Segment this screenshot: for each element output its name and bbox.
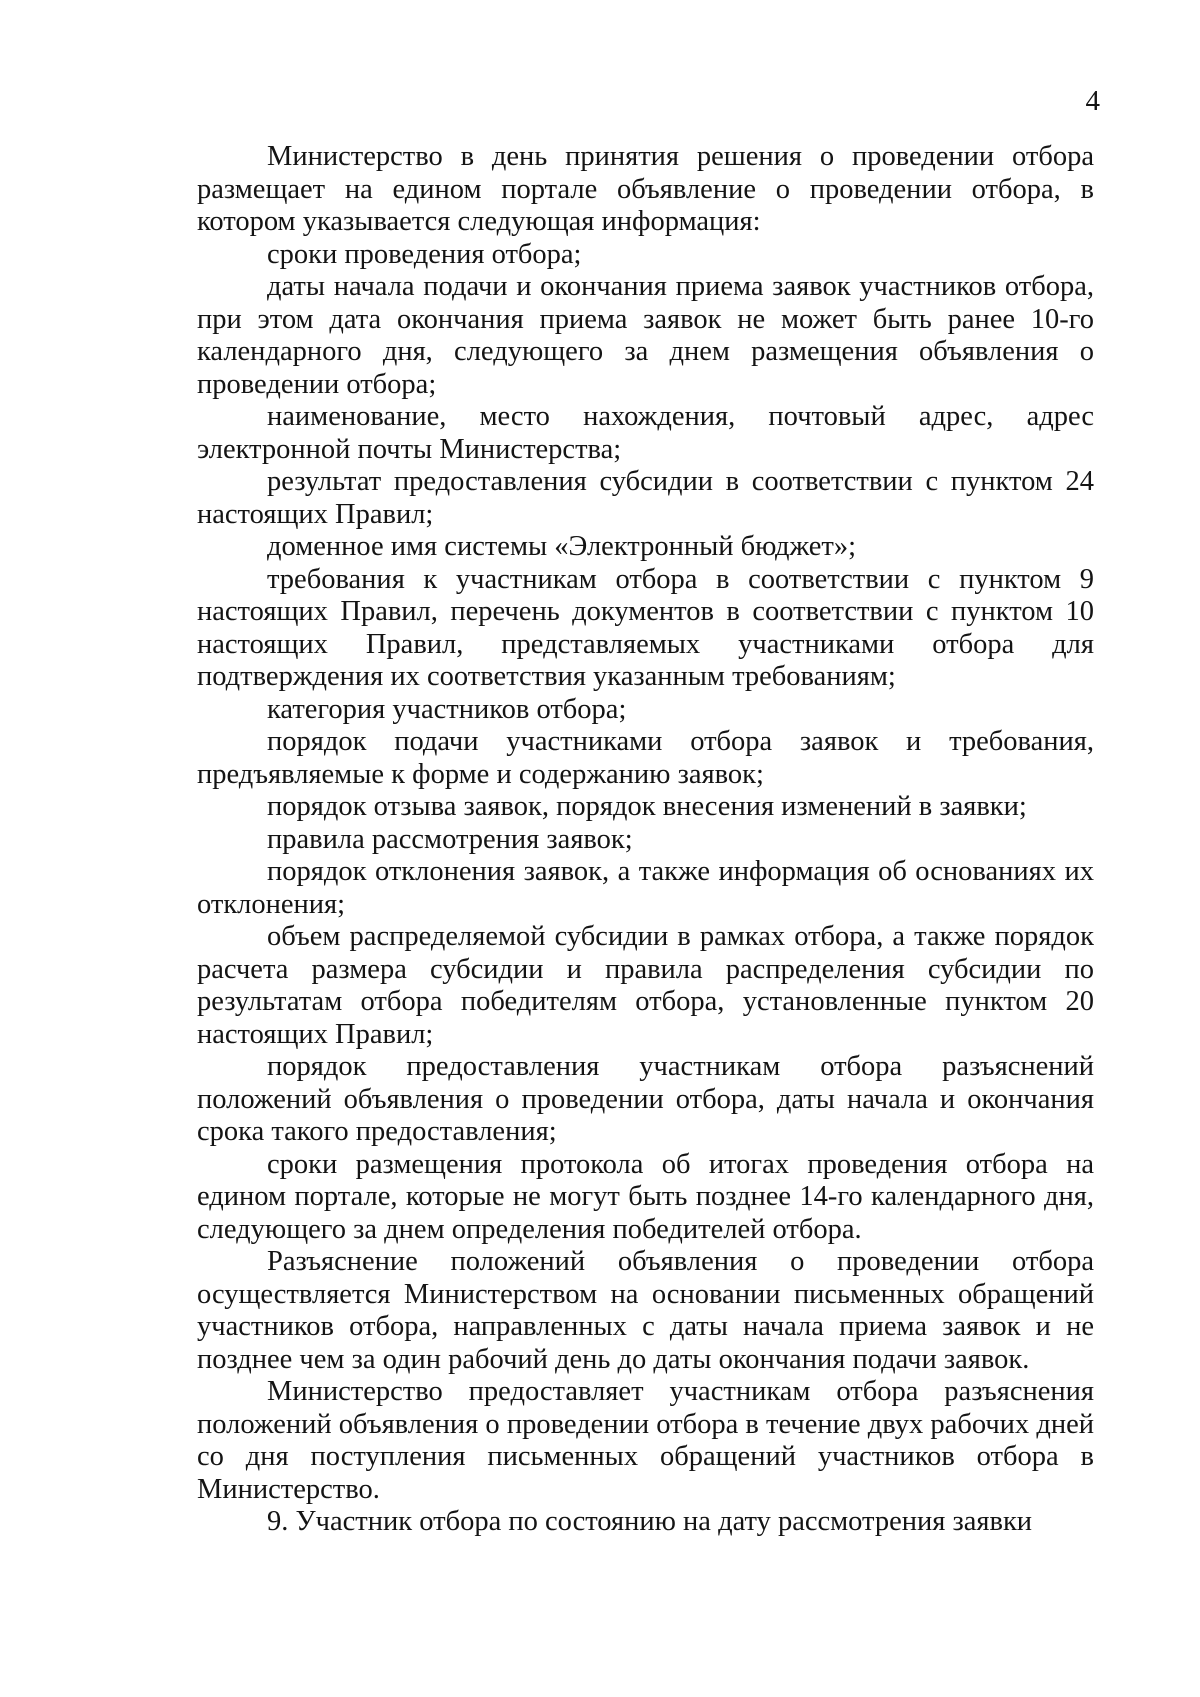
paragraph: порядок отклонения заявок, а также информация об основаниях их отклонения; [197,856,1094,920]
paragraph: категория участников отбора; [267,693,627,725]
paragraph: доменное имя системы «Электронный бюджет»; [267,531,857,562]
paragraph: Министерство предоставляет участникам отбора разъяснения положений объявления о проведении отбора в течение двух рабочих дней со дня поступления письменных обращений участников отбора в Министерство. [197,1376,1094,1505]
page-number: 4 [1085,85,1100,117]
paragraph: Министерство в день принятия решения о проведении отбора размещает на едином портале объявление о проведении отбора, в котором указывается следующая информация: [197,141,1094,237]
paragraph: правила рассмотрения заявок; [267,823,633,855]
paragraph: требования к участникам отбора в соответствии с пунктом 9 настоящих Правил, перечень документов в соответствии с пунктом 10 настоящих Правил, представляемых участниками отбора для подтверждения их соответствия указанным требованиям; [197,563,1094,692]
paragraph: результат предоставления субсидии в соответствии с пунктом 24 настоящих Правил; [197,466,1094,530]
paragraph: 9. Участник отбора по состоянию на дату рассмотрения заявки [267,1506,1033,1537]
paragraph: объем распределяемой субсидии в рамках отбора, а также порядок расчета размера субсидии и правила распределения субсидии по результатам отбора победителям отбора, установленные пунктом 20 настоящих Правил; [197,921,1094,1050]
paragraph: порядок отзыва заявок, порядок внесения изменений в заявки; [267,791,1027,822]
paragraph: порядок подачи участниками отбора заявок и требования, предъявляемые к форме и содержанию заявок; [197,726,1094,790]
paragraph: наименование, место нахождения, почтовый адрес, адрес электронной почты Министерства; [197,401,1094,465]
paragraph: порядок предоставления участникам отбора разъяснений положений объявления о проведении отбора, даты начала и окончания срока такого предоставления; [197,1051,1094,1147]
paragraph: Разъяснение положений объявления о проведении отбора осуществляется Министерством на основании письменных обращений участников отбора, направленных с даты начала приема заявок и не позднее чем за один рабочий день до даты окончания подачи заявок. [197,1246,1094,1375]
document-body [197,141,1094,1539]
paragraph: сроки проведения отбора; [267,238,582,270]
paragraph: даты начала подачи и окончания приема заявок участников отбора, при этом дата окончания приема заявок не может быть ранее 10-го календарного дня, следующего за днем размещения объявления о проведении отбора; [197,271,1094,400]
paragraph: сроки размещения протокола об итогах проведения отбора на едином портале, которые не могут быть позднее 14-го календарного дня, следующего за днем определения победителей отбора. [197,1148,1094,1245]
